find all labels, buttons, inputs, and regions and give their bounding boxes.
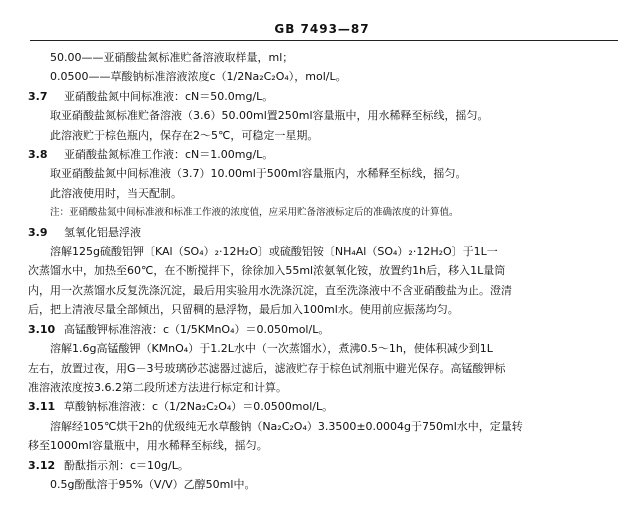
section-number: 3.9	[28, 225, 48, 239]
section-3-10	[28, 320, 622, 339]
document-body	[28, 48, 622, 494]
text-line-14: 后，把上清液尽量全部倾出，只留稠的悬浮物，最后加入100ml水。使用前应振荡均匀。	[28, 303, 459, 317]
section-3-7	[28, 87, 622, 106]
page-header: GB 7493—87	[274, 22, 370, 36]
section-3-8	[28, 145, 622, 164]
section-3-12	[28, 456, 622, 475]
text-line-16: 溶解1.6g高锰酸钾（KMnO₄）于1.2L水中（一次蒸馏水），煮沸0.5～1h，使体积减少到1L	[50, 342, 493, 356]
section-heading: 高锰酸钾标准溶液：c（1/5KMnO₄）＝0.050mol/L。	[64, 322, 330, 336]
section-number: 3.7	[28, 89, 48, 103]
section-3-9	[28, 223, 622, 242]
text-line-2: 0.0500——草酸钠标准溶液浓度c（1/2Na₂C₂O₄），mol/L。	[50, 70, 347, 84]
text-line-18: 准溶液浓度按3.6.2第二段所述方法进行标定和计算。	[28, 380, 287, 394]
section-number: 3.12	[28, 458, 56, 472]
text-line-7: 取亚硝酸盐氮中间标准液（3.7）10.00ml于500ml容量瓶内，水稀释至标线，摇匀。	[50, 167, 467, 181]
text-line-1: 50.00——亚硝酸盐氮标准贮备溶液取样量，ml；	[50, 51, 294, 64]
section-heading: 亚硝酸盐氮中间标准液：cN＝50.0mg/L。	[64, 89, 274, 103]
text-line-12: 次蒸馏水中，加热至60℃，在不断搅拌下，徐徐加入55ml浓氨氧化铵，放置约1h后，移入1L量筒	[28, 264, 506, 278]
text-line-21: 移至1000ml容量瓶中，用水稀释至标线，摇匀。	[28, 439, 268, 453]
text-line-5: 此溶液贮于棕色瓶内，保存在2～5℃，可稳定一星期。	[50, 128, 319, 142]
section-heading: 酚酞指示剂：c＝10g/L。	[64, 458, 189, 472]
section-heading: 草酸钠标准溶液：c（1/2Na₂C₂O₄）＝0.0500mol/L。	[64, 400, 334, 414]
text-line-4: 取亚硝酸盐氮标准贮备溶液（3.6）50.00ml置250ml容量瓶中，用水稀释至标线，摇匀。	[50, 109, 489, 123]
section-heading: 氢氧化铝悬浮液	[64, 225, 141, 239]
header-rule	[30, 40, 618, 41]
section-number: 3.10	[28, 322, 56, 336]
text-line-23: 0.5g酚酞溶于95%（V/V）乙醇50ml中。	[50, 477, 256, 491]
section-3-11	[28, 397, 622, 416]
section-number: 3.8	[28, 148, 48, 162]
text-line-11: 溶解125g硫酸铝钾〔KAl（SO₄）₂·12H₂O〕或硫酸铝铵〔NH₄Al（SO₄）₂·12H₂O〕于1L一	[50, 245, 498, 259]
text-line-13: 内，用一次蒸馏水反复洗涤沉淀，最后用实验用水洗涤沉淀，直至洗涤液中不含亚硝酸盐为止。澄清	[28, 283, 512, 297]
note-line: 注：亚硝酸盐氮中间标准液和标准工作液的浓度值，应采用贮备溶液标定后的准确浓度的计算值。	[50, 207, 459, 219]
text-line-17: 左右，放置过夜，用G－3号玻璃砂芯滤器过滤后，滤液贮存于棕色试剂瓶中避光保存。高锰酸钾标	[28, 361, 506, 375]
section-number: 3.11	[28, 400, 56, 414]
section-heading: 亚硝酸盐氮标准工作液：cN＝1.00mg/L。	[64, 148, 274, 162]
text-line-8: 此溶液使用时，当天配制。	[50, 186, 182, 200]
text-line-20: 溶解经105℃烘干2h的优级纯无水草酸钠（Na₂C₂O₄）3.3500±0.0004g于750ml水中，定量转	[50, 419, 523, 433]
